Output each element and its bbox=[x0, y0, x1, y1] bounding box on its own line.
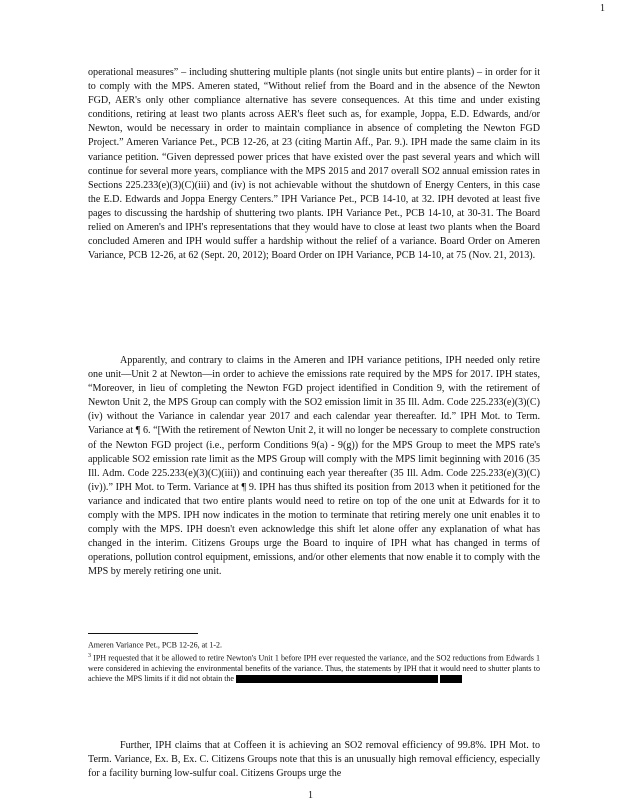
body-paragraph-1 bbox=[88, 66, 540, 263]
paragraph-text: Further, IPH claims that at Coffeen it is achieving an SO2 removal efficiency of 99.8%. IPH Mot. to Term. Variance, Ex. B, Ex. C. Citizens Groups note that this is an unusually high removal efficiency, especially for a facility burning low-sulfur coal. Citizens Groups urge the bbox=[88, 740, 540, 780]
page-number: 1 bbox=[308, 790, 313, 801]
footnote-3 bbox=[88, 651, 540, 684]
corner-mark: 1 bbox=[600, 3, 605, 14]
paragraph-text: operational measures” – including shuttering multiple plants (not single units but entire plants) – in order for it to comply with the MPS. Ameren stated, “Without relief from the Board and in the absence of the Newton FGD, AER's only other compliance alternative has severe consequences. At this time and under existing conditions, retiring at least two plants across AER's fleet such as, for example, Joppa, E.D. Edwards, and/or Newton, would be necessary in order to maintain compliance in absence of completing the Newton FGD Project.” Ameren Variance Pet., PCB 12-26, at 23 (citing Martin Aff., Par. 9.). IPH made the same claim in its variance petition. “Given depressed power prices that have existed over the past several years and which will continue for several more years, compliance with the MPS 2015 and 2017 overall SO2 annual emission rates in Sections 225.233(e)(3)(C)(iii) and (iv) is not achievable without the shutdown of Energy Centers, in this case the E.D. Edwards and Joppa Energy Centers.” IPH Variance Pet., PCB 14-10, at 32. IPH devoted at least five pages to discussing the hardship of shuttering two plants. IPH Variance Pet., PCB 14-10, at 30-31. The Board relied on Ameren's and IPH's representations that they would have to close at least two plants when the Board concluded Ameren and IPH would suffer a hardship without the relief of a variance. Board Order on Ameren Variance, PCB 12-26, at 62 (Sept. 20, 2012); Board Order on IPH Variance, PCB 14-10, at 75 (Nov. 21, 2013). bbox=[88, 67, 540, 262]
footnote-2 bbox=[88, 638, 540, 651]
redaction-bar bbox=[440, 675, 462, 683]
footnote-marker: 3 bbox=[88, 652, 91, 659]
footnote-separator bbox=[88, 633, 198, 634]
redaction-bar bbox=[236, 675, 438, 683]
footnotes bbox=[88, 638, 540, 684]
footnote-text: IPH requested that it be allowed to retire Newton's Unit 1 before IPH ever requested the variance, and the SO2 reductions from Edwards 1 were considered in achieving the environmental benefits of the variance. Thus, the statements by IPH that it would need to shutter plants to achieve the MPS limits if it did not obtain the bbox=[88, 653, 540, 683]
footnote-text: Ameren Variance Pet., PCB 12-26, at 1-2. bbox=[88, 640, 223, 650]
body-paragraph-3 bbox=[88, 739, 540, 781]
body-paragraph-2 bbox=[88, 354, 540, 580]
paragraph-text: Apparently, and contrary to claims in the Ameren and IPH variance petitions, IPH needed only retire one unit—Unit 2 at Newton—in order to achieve the emissions rate required by the MPS for 2017. IPH states, “Moreover, in lieu of completing the Newton FGD project identified in Condition 9, with the retirement of Newton Unit 2, the MPS Group can comply with the SO2 emission limit in 35 Ill. Adm. Code 225.233(e)(3)(C)(iv) without the Variance in calendar year 2017 and each calendar year thereafter. Id.” IPH Mot. to Term. Variance at ¶ 6. “[With the retirement of Newton Unit 2, it will no longer be necessary to complete construction of the Newton FGD project (i.e., perform Conditions 9(a) - 9(g)) for the MPS Group to meet the MPS rate's applicable SO2 emission rate limit as the MPS Group will comply with the MPS limit beginning with 2016 (35 Ill. Adm. Code 225.233(e)(3)(C)(iii)) and continuing each year thereafter (35 Ill. Adm. Code 225.233(e)(3)(C)(iv)).” IPH Mot. to Term. Variance at ¶ 9. IPH has thus shifted its position from 2013 when it petitioned for the variance and indicated that two entire plants would need to retire on top of the one unit at Edwards for it to comply with the MPS. IPH now indicates in the motion to terminate that retiring merely one unit enables it to comply with the MPS. IPH doesn't even acknowledge this shift let alone offer any explanation of what has changed in the interim. Citizens Groups urge the Board to inquire of IPH what has changed in terms of operations, pollution control equipment, emissions, and/or other elements that now enable it to comply with the MPS by merely retiring one unit. bbox=[88, 355, 540, 578]
